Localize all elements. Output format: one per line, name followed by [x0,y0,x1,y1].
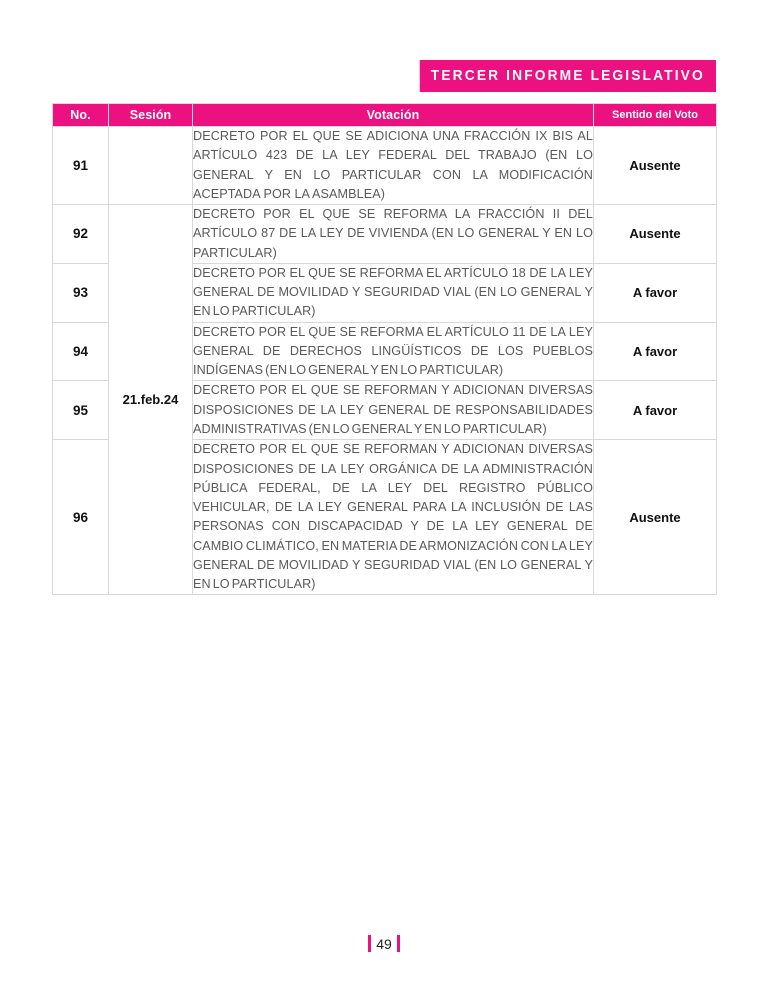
votes-table-container [52,103,716,595]
table-header [53,104,717,127]
table-row [53,205,717,264]
folio-right-bar-icon [397,935,400,952]
row-session [109,127,193,205]
row-votacion: DECRETO POR EL QUE SE REFORMA EL ARTÍCULO 18 DE LA LEY GENERAL DE MOVILIDAD Y SEGURIDAD VIAL (EN LO GENERAL Y EN LO PARTICULAR) [193,263,594,322]
row-number: 95 [53,381,109,440]
row-sentido-voto: A favor [594,263,717,322]
row-sentido-voto: A favor [594,381,717,440]
row-sentido-voto: A favor [594,322,717,381]
row-number: 96 [53,440,109,595]
row-votacion: DECRETO POR EL QUE SE REFORMA LA FRACCIÓN II DEL ARTÍCULO 87 DE LA LEY DE VIVIENDA (EN LO GENERAL Y EN LO PARTICULAR) [193,205,594,264]
page-number-folio [368,935,400,952]
votes-table [52,103,717,595]
row-number: 94 [53,322,109,381]
row-votacion: DECRETO POR EL QUE SE REFORMAN Y ADICIONAN DIVERSAS DISPOSICIONES DE LA LEY GENERAL DE RESPONSABILIDADES ADMINISTRATIVAS (EN LO GENERAL Y EN LO PARTICULAR) [193,381,594,440]
folio-left-bar-icon [368,935,371,952]
column-header-no: No. [53,104,109,127]
page-number: 49 [376,935,392,952]
page-footer [0,935,768,952]
column-header-sentido: Sentido del Voto [594,104,717,127]
row-votacion: DECRETO POR EL QUE SE REFORMAN Y ADICIONAN DIVERSAS DISPOSICIONES DE LA LEY ORGÁNICA DE LA ADMINISTRACIÓN PÚBLICA FEDERAL, DE LA LEY DEL REGISTRO PÚBLICO VEHICULAR, DE LA LEY GENERAL PARA LA INCLUSIÓN DE LAS PERSONAS CON DISCAPACIDAD Y DE LA LEY GENERAL DE CAMBIO CLIMÁTICO, EN MATERIA DE ARMONIZACIÓN CON LA LEY GENERAL DE MOVILIDAD Y SEGURIDAD VIAL (EN LO GENERAL Y EN LO PARTICULAR) [193,440,594,595]
header-banner-row [0,60,716,92]
row-number: 92 [53,205,109,264]
row-votacion: DECRETO POR EL QUE SE ADICIONA UNA FRACCIÓN IX BIS AL ARTÍCULO 423 DE LA LEY FEDERAL DEL TRABAJO (EN LO GENERAL Y EN LO PARTICULAR CON LA MODIFICACIÓN ACEPTADA POR LA ASAMBLEA) [193,127,594,205]
row-sentido-voto: Ausente [594,127,717,205]
report-title-banner: TERCER INFORME LEGISLATIVO [420,60,716,92]
row-session-merged: 21.feb.24 [109,205,193,595]
row-votacion: DECRETO POR EL QUE SE REFORMA EL ARTÍCULO 11 DE LA LEY GENERAL DE DERECHOS LINGÜÍSTICOS DE LOS PUEBLOS INDÍGENAS (EN LO GENERAL Y EN LO PARTICULAR) [193,322,594,381]
row-number: 93 [53,263,109,322]
row-sentido-voto: Ausente [594,440,717,595]
row-sentido-voto: Ausente [594,205,717,264]
table-header-row [53,104,717,127]
column-header-sesion: Sesión [109,104,193,127]
column-header-votacion: Votación [193,104,594,127]
row-number: 91 [53,127,109,205]
table-row [53,127,717,205]
table-body [53,127,717,595]
